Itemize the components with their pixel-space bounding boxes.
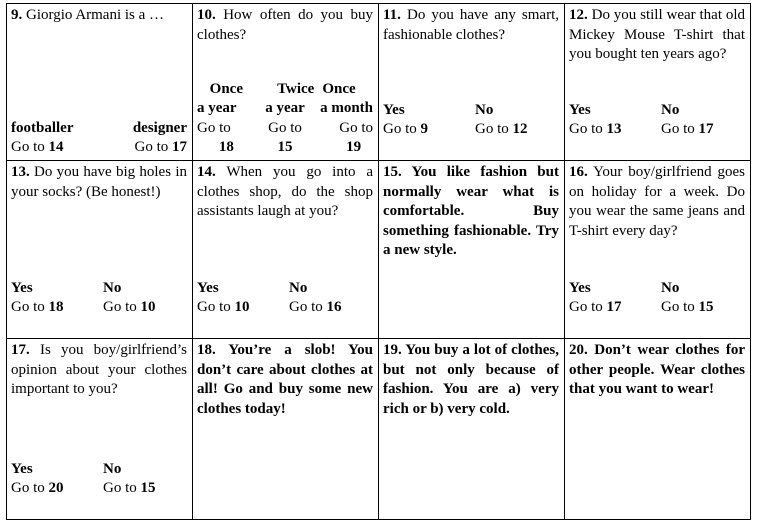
question-number: 18. [197,342,216,358]
quiz-cell-20 [565,339,751,520]
goto-number: 17 [172,139,187,156]
question-text: How often do you buy clothes? [197,7,373,43]
answer-option-2 [95,279,187,318]
answer-option-1 [11,460,95,499]
quiz-cell-19 [379,339,565,520]
goto-text: Go to [11,139,45,156]
answer-options [11,460,187,499]
answer-label: No [661,101,680,118]
goto-number: 18 [48,299,64,316]
goto-text: Go to [11,480,45,497]
answer-label-2: a year [265,100,305,117]
question-number: 16. [569,164,588,180]
goto-text: Go to [103,480,137,497]
answer-label: Yes [569,279,591,296]
quiz-cell-17 [7,339,193,520]
goto-text: Go to [383,121,417,138]
question-number: 9. [11,7,23,23]
answer-options [569,101,745,140]
answer-label: Once [209,80,243,97]
goto-text: Go to [103,299,137,316]
answer-label: No [289,279,308,296]
answer-options [383,101,559,140]
answer-option-3 [314,80,373,158]
answer-label: footballer [11,119,74,136]
answer-option-1 [383,101,467,140]
answer-option-2 [653,101,745,140]
goto-text: Go to [569,121,603,138]
answer-label: Yes [11,460,33,477]
goto-number: 20 [48,480,64,497]
question-number: 13. [11,164,30,180]
goto-number: 14 [48,139,64,156]
answer-label-2: a month [320,100,374,117]
question-number: 12. [569,7,588,23]
goto-number: 19 [346,139,362,156]
goto-text: Go to [11,299,45,316]
quiz-cell-10 [193,4,379,161]
answer-option-1 [197,80,256,158]
goto-text: Go to [197,119,231,136]
answer-options [569,279,745,318]
question-text: Don’t wear clothes for other people. Wear clothes that you want to wear! [569,342,746,398]
answer-option-2 [256,80,315,158]
question-number: 15. [383,164,402,180]
question-text: Giorgio Armani is a … [26,7,165,23]
answer-option-2 [95,460,187,499]
quiz-cell-16 [565,161,751,339]
question-text: Your boy/girlfriend goes on holiday for a week. Do you wear the same jeans and T-shirt every day? [569,164,745,239]
answer-options [197,80,373,158]
answer-option-1 [11,119,99,158]
goto-text: Go to [661,299,695,316]
answer-label: Yes [11,279,33,296]
goto-number: 17 [606,299,622,316]
question-text: Is you boy/girlfriend’s opinion about your clothes important to you? [11,342,187,398]
goto-text: Go to [197,299,231,316]
goto-number: 16 [326,299,342,316]
answer-label: Yes [383,101,405,118]
goto-text: Go to [289,299,323,316]
question-number: 11. [383,7,401,23]
answer-option-1 [11,279,95,318]
goto-number: 15 [140,480,156,497]
goto-number: 9 [420,121,428,138]
goto-number: 15 [277,139,293,156]
answer-label: No [475,101,494,118]
question-text: You like fashion but normally wear what is comfortable. Buy something fashionable. Try a new style. [383,164,559,259]
answer-option-1 [569,279,653,318]
answer-option-2 [281,279,373,318]
goto-text: Go to [134,139,169,156]
answer-label-2: a year [197,100,237,117]
answer-label: Yes [569,101,591,118]
answer-label: Yes [197,279,219,296]
question-text: You buy a lot of clothes, but not only because of fashion. You are a) very rich or b) very cold. [383,342,559,417]
question-text: Do you have big holes in your socks? (Be honest!) [11,164,187,200]
quiz-cell-9 [7,4,193,161]
goto-number: 18 [218,139,234,156]
answer-option-2 [467,101,559,140]
question-text: You’re a slob! You don’t care about clothes at all! Go and buy some new clothes today! [197,342,373,417]
question-number: 17. [11,342,30,358]
question-number: 14. [197,164,216,180]
quiz-cell-15 [379,161,565,339]
goto-number: 10 [234,299,250,316]
answer-option-1 [197,279,281,318]
answer-label: Twice [277,80,315,97]
goto-number: 17 [698,121,714,138]
answer-label: No [103,460,122,477]
quiz-cell-18 [193,339,379,520]
goto-text: Go to [339,119,374,136]
answer-options [11,119,187,158]
quiz-cell-12 [565,4,751,161]
answer-option-1 [569,101,653,140]
answer-label: designer [132,119,187,136]
question-number: 10. [197,7,216,23]
question-text: When you go into a clothes shop, do the shop assistants laugh at you? [197,164,373,220]
question-text: Do you still wear that old Mickey Mouse T-shirt that you bought ten years ago? [569,7,745,63]
goto-number: 13 [606,121,622,138]
answer-option-2 [653,279,745,318]
question-text: Do you have any smart, fashionable clothes? [383,7,560,43]
quiz-grid [6,3,751,520]
answer-options [11,279,187,318]
question-number: 19. [383,342,402,358]
quiz-cell-14 [193,161,379,339]
quiz-cell-11 [379,4,565,161]
answer-option-2 [99,119,187,158]
answer-label: Once [322,80,356,97]
answer-label: No [103,279,122,296]
quiz-cell-13 [7,161,193,339]
goto-text: Go to [661,121,695,138]
goto-number: 15 [698,299,714,316]
answer-options [197,279,373,318]
goto-text: Go to [268,119,302,136]
goto-text: Go to [475,121,509,138]
goto-text: Go to [569,299,603,316]
question-number: 20. [569,342,588,358]
answer-label: No [661,279,680,296]
goto-number: 12 [512,121,528,138]
goto-number: 10 [140,299,156,316]
